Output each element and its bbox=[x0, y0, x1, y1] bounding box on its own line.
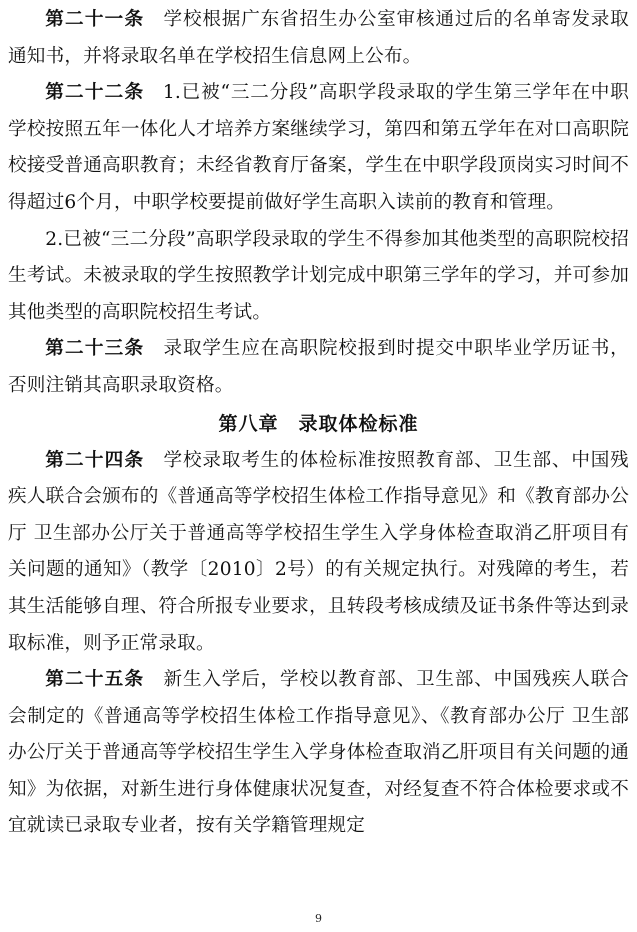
article-23-heading: 第二十三条 bbox=[45, 338, 145, 360]
article-25-heading: 第二十五条 bbox=[45, 669, 145, 691]
article-25-text: 新生入学后，学校以教育部、卫生部、中国残疾人联合会制定的《普通高等学校招生体检工作指导意见》、《教育部办公厅 卫生部办公厅关于普通高等学校招生学生入学身体检查取消乙肝项目有关问题的通知》为依据，对新生进行身体健康状况复查，对经复查不符合体检要求或不宜就读已录取专业者，按有关学籍管理规定 bbox=[8, 669, 629, 837]
article-22-heading: 第二十二条 bbox=[45, 82, 145, 104]
article-22-item-2-text: 2.已被“三二分段”高职学段录取的学生不得参加其他类型的高职院校招生考试。未被录取的学生按照教学计划完成中职第三学年的学习，并可参加其他类型的高职院校招生考试。 bbox=[8, 228, 629, 323]
article-21-heading: 第二十一条 bbox=[45, 9, 145, 30]
article-22-item-2-paragraph bbox=[8, 222, 629, 332]
article-22-paragraph bbox=[8, 75, 629, 221]
document-body bbox=[8, 2, 629, 845]
article-24-paragraph bbox=[8, 443, 629, 663]
article-25-paragraph bbox=[8, 662, 629, 845]
article-21-text: 学校根据广东省招生办公室审核通过后的名单寄发录取通知书，并将录取名单在学校招生信息网上公布。 bbox=[8, 9, 629, 67]
page-number: 9 bbox=[315, 912, 322, 925]
article-21-paragraph bbox=[8, 2, 629, 75]
article-23-text: 录取学生应在高职院校报到时提交中职毕业学历证书，否则注销其高职录取资格。 bbox=[8, 338, 629, 396]
chapter-title: 第八章 录取体检标准 bbox=[218, 412, 419, 435]
article-24-heading: 第二十四条 bbox=[45, 449, 145, 471]
article-22-item-1-text: 1.已被“三二分段”高职学段录取的学生第三学年在中职学校按照五年一体化人才培养方案继续学习，第四和第五学年在对口高职院校接受普通高职教育；未经省教育厅备案，学生在中职学段顶岗实习时间不得超过6个月，中职学校要提前做好学生高职入读前的教育和管理。 bbox=[8, 82, 629, 213]
article-23-paragraph bbox=[8, 331, 629, 404]
article-24-text: 学校录取考生的体检标准按照教育部、卫生部、中国残疾人联合会颁布的《普通高等学校招生体检工作指导意见》和《教育部办公厅 卫生部办公厅关于普通高等学校招生学生入学身体检查取消乙肝项目有关问题的通知》（教学〔2010〕2号）的有关规定执行。对残障的考生，若其生活能够自理、符合所报专业要求，且转段考核成绩及证书条件等达到录取标准，则予正常录取。 bbox=[8, 449, 629, 654]
